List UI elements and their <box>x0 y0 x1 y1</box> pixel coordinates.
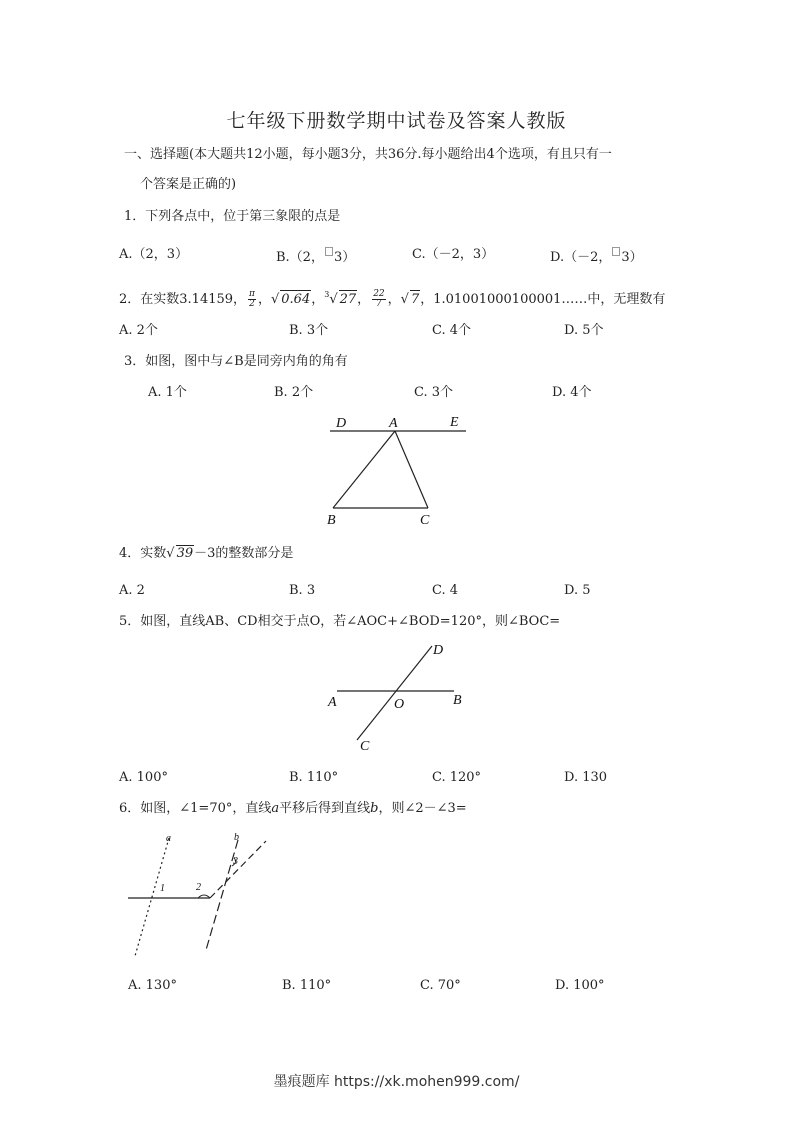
missing-glyph-box <box>612 247 620 256</box>
q5-option-b: B. 110° <box>289 770 339 785</box>
fraction-22-over-7: $\frac{22}{7}$ <box>373 289 385 309</box>
q2-option-d: D. 5个 <box>564 323 604 338</box>
q2-option-b: B. 3个 <box>289 323 329 338</box>
cube-root-27: 27 <box>339 292 357 307</box>
sqrt-0.64: 0.64 <box>281 292 311 307</box>
q6-option-b: B. 110° <box>282 978 332 993</box>
q4-option-c: C. 4 <box>432 583 459 598</box>
q6-parallel-lines-figure <box>120 828 280 963</box>
sqrt-7: 7 <box>410 292 420 307</box>
q3-label-d: D <box>336 416 347 431</box>
q3-option-a: A. 1个 <box>148 385 187 400</box>
q5-option-d: D. 130 <box>564 770 608 785</box>
q4-option-b: B. 3 <box>289 583 316 598</box>
q5-label-d: D <box>433 643 444 658</box>
q6-option-c: C. 70° <box>420 978 461 993</box>
q2-option-c: C. 4个 <box>432 323 472 338</box>
q1-option-b: B.（2， 3） <box>276 247 355 266</box>
q6-label-1: 1 <box>160 883 165 894</box>
q3-option-c: C. 3个 <box>414 385 454 400</box>
sqrt-39: 39 <box>176 546 194 561</box>
q1-option-a: A.（2，3） <box>119 247 189 262</box>
q5-intersecting-lines-figure <box>320 638 480 758</box>
fraction-pi-over-2: $\frac{\pi}{2}$ <box>249 289 255 309</box>
q3-triangle-figure <box>320 410 480 530</box>
q3-label-b: B <box>327 513 336 528</box>
q5-option-c: C. 120° <box>432 770 482 785</box>
q1-option-d: D.（－2， 3） <box>550 247 643 266</box>
q5-label-o: O <box>394 697 405 712</box>
q5-stem: 5．如图，直线AB、CD相交于点O，若∠AOC+∠BOD=120°，则∠BOC= <box>119 614 561 629</box>
q4-stem: 4．实数√ 39－3的整数部分是 <box>119 546 294 561</box>
q4-option-d: D. 5 <box>564 583 591 598</box>
q5-label-c: C <box>360 739 370 754</box>
q1-stem: 1．下列各点中，位于第三象限的点是 <box>124 209 341 224</box>
q6-label-3: 3 <box>233 856 238 867</box>
q1-option-c: C.（－2，3） <box>412 247 495 262</box>
q5-label-b: B <box>453 693 462 708</box>
q6-option-d: D. 100° <box>555 978 605 993</box>
section-instructions-line2: 个答案是正确的) <box>140 177 237 192</box>
q3-label-c: C <box>420 513 430 528</box>
section-instructions-line1: 一、选择题(本大题共12小题，每小题3分，共36分.每小题给出4个选项，有且只有一 <box>124 147 612 162</box>
footer-watermark: 墨痕题库 https://xk.mohen999.com/ <box>273 1074 520 1090</box>
q5-option-a: A. 100° <box>119 770 168 785</box>
missing-glyph-box <box>325 247 333 256</box>
q2-stem: 2．在实数3.14159， $\frac{\pi}{2}$ ，√ 0.64，$^3$√ 27， $\frac{22}{7}$ ，√ 7，1.01001000100001……中，无理数有 <box>119 289 666 309</box>
q3-label-e: E <box>450 415 459 430</box>
q6-label-2: 2 <box>196 882 201 893</box>
q3-label-a: A <box>389 416 398 431</box>
q6-stem: 6．如图，∠1=70°，直线a平移后得到直线b，则∠2－∠3= <box>119 801 467 816</box>
q3-option-b: B. 2个 <box>274 385 314 400</box>
q6-label-b: b <box>234 832 239 843</box>
q6-label-a: a <box>166 833 171 844</box>
q3-option-d: D. 4个 <box>552 385 592 400</box>
q6-option-a: A. 130° <box>128 978 177 993</box>
q2-option-a: A. 2个 <box>119 323 158 338</box>
page-title: 七年级下册数学期中试卷及答案人教版 <box>226 110 567 132</box>
q3-stem: 3．如图，图中与∠B是同旁内角的角有 <box>124 354 348 369</box>
q4-option-a: A. 2 <box>119 583 145 598</box>
q5-label-a: A <box>328 695 337 710</box>
